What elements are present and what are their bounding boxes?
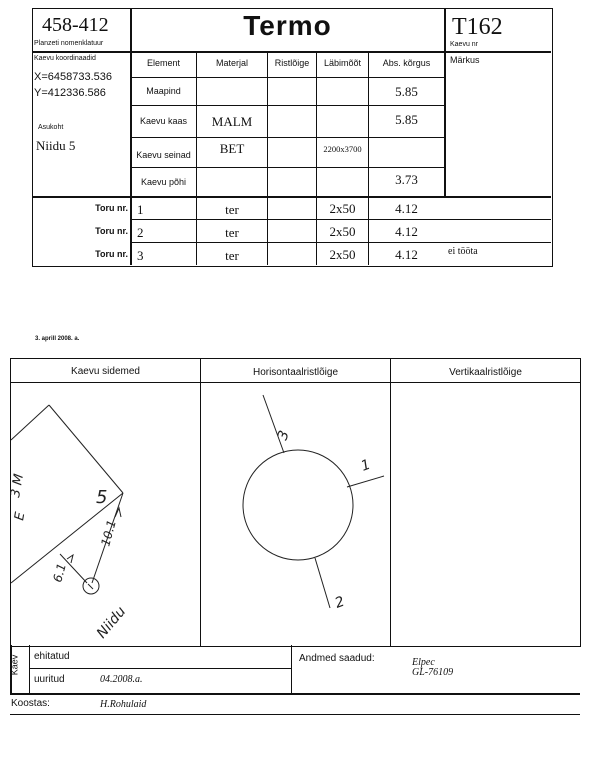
divider [131, 105, 444, 106]
pipe-line [315, 558, 330, 608]
element-material: MALM [211, 114, 253, 129]
col-header-note: Märkus [450, 55, 480, 65]
ties-label: 10.1 [98, 518, 119, 548]
nomenclature-value: 458-412 [42, 14, 109, 36]
pipe-number-label: 2 [332, 593, 347, 612]
element-material: BET [219, 141, 245, 156]
section-title-vertical: Vertikaalristlõige [449, 367, 522, 378]
pipe-number: 3 [137, 248, 144, 263]
pipe-number: 1 [137, 202, 144, 217]
divider [131, 242, 551, 243]
ties-label: 3 M [8, 472, 28, 499]
building-wall [11, 405, 49, 440]
well-symbol [83, 578, 99, 594]
location-value: Niidu 5 [36, 138, 76, 153]
divider [131, 167, 444, 168]
date-line: 3. aprill 2008. a. [35, 336, 80, 342]
location-label: Asukoht [38, 124, 64, 131]
horizontal-sketch [201, 383, 390, 645]
pipe-number-label: 1 [358, 456, 373, 475]
divider [32, 196, 131, 198]
well-circle [243, 450, 353, 560]
ties-label: 5 [96, 487, 108, 508]
col-header-element: Element [146, 58, 181, 68]
pipe-note: ei tööta [448, 246, 478, 257]
element-height: 5.85 [395, 112, 418, 127]
data-source-value: Elpec [412, 657, 435, 668]
page-title: Termo [243, 10, 332, 41]
divider [444, 8, 446, 196]
author-label: Koostas: [11, 698, 50, 709]
divider [291, 645, 292, 693]
pipe-number-label: 3 [274, 428, 293, 443]
pipe-material: ter [225, 225, 239, 240]
pipe-label: Toru nr. [95, 203, 128, 213]
pipe-material: ter [225, 248, 239, 263]
divider [390, 358, 391, 646]
built-label: ehitatud [34, 651, 70, 662]
pipe-line [347, 476, 384, 487]
element-diameter: 2200x3700 [323, 144, 362, 154]
divider [10, 693, 580, 695]
nomenclature-label: Planzeti nomenklatuur [34, 40, 104, 47]
pipe-label: Toru nr. [95, 249, 128, 259]
element-name: Kaevu seinad [136, 150, 191, 160]
surveyed-label: uuritud [34, 674, 65, 685]
section-title-ties: Kaevu sidemed [71, 366, 140, 377]
pipe-diameter: 2x50 [329, 224, 356, 239]
divider [267, 51, 268, 265]
divider [29, 645, 30, 693]
pipe-diameter: 2x50 [329, 247, 356, 262]
col-header-section: Ristlõige [274, 58, 310, 68]
divider [131, 219, 551, 220]
divider [131, 196, 551, 198]
section-title-horizontal: Horisontaalristlõige [252, 367, 339, 378]
pipe-line [263, 395, 284, 453]
building-wall [49, 405, 123, 493]
surveyed-value: 04.2008.a. [100, 674, 143, 685]
divider [32, 51, 551, 53]
ties-label: Niidu [93, 603, 130, 642]
pipe-diameter: 2x50 [329, 201, 356, 216]
well-symbol [88, 584, 93, 589]
pipe-label: Toru nr. [95, 226, 128, 236]
divider [29, 668, 291, 669]
well-number-value: T162 [452, 14, 503, 40]
pipe-material: ter [225, 202, 239, 217]
coord-x: X=6458733.536 [34, 71, 112, 83]
data-source-value: GL-76109 [412, 667, 454, 678]
element-name: Kaevu põhi [140, 177, 187, 187]
coord-y: Y=412336.586 [34, 87, 106, 99]
well-number-label: Kaevu nr [450, 41, 479, 48]
ties-sketch [8, 383, 200, 645]
pipe-height: 4.12 [395, 247, 418, 262]
divider [131, 137, 444, 138]
element-height: 5.85 [395, 84, 418, 99]
col-header-diameter: Läbimõõt [323, 58, 362, 68]
ties-label: E [12, 510, 29, 522]
pipe-number: 2 [137, 225, 144, 240]
pipe-height: 4.12 [395, 201, 418, 216]
col-header-material: Materjal [215, 58, 248, 68]
well-side-label: Kaev [9, 654, 20, 676]
divider [10, 714, 580, 715]
data-source-label: Andmed saadud: [299, 653, 375, 664]
ties-label: 6.1 [50, 561, 69, 584]
pipe-height: 4.12 [395, 224, 418, 239]
divider [131, 77, 444, 78]
coords-label: Kaevu koordinaadid [34, 55, 96, 62]
element-name: Kaevu kaas [139, 116, 188, 126]
element-height: 3.73 [395, 172, 418, 187]
author-value: H.Rohulaid [100, 699, 147, 710]
element-name: Maapind [146, 86, 181, 96]
col-header-height: Abs. kõrgus [382, 58, 431, 68]
